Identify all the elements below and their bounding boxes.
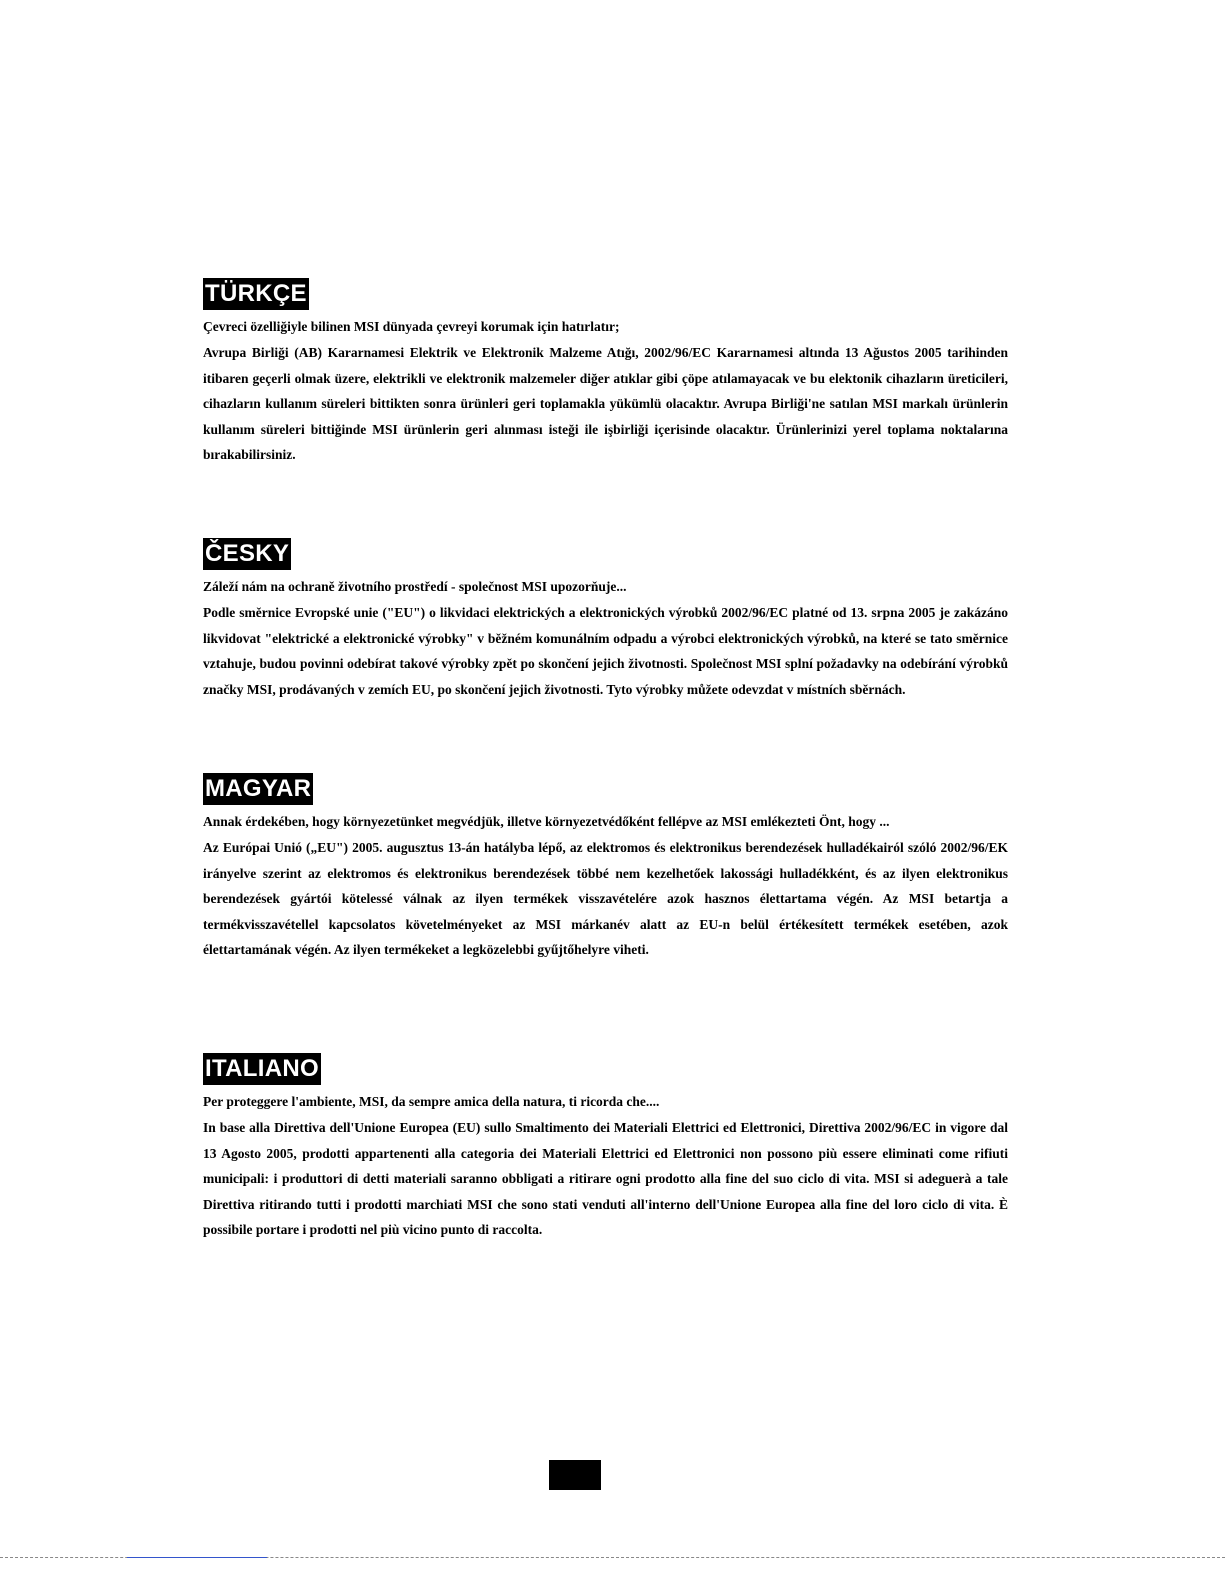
section-heading: ČESKY [203,538,291,570]
section-heading: ITALIANO [203,1053,321,1085]
page-number-marker [549,1460,601,1490]
section-intro: Annak érdekében, hogy környezetünket megvédjük, illetve környezetvédőként fellépve az MSI emlékezteti Önt, hogy ... [203,814,890,829]
section-cesky [203,538,1008,702]
section-heading: TÜRKÇE [203,278,309,310]
section-intro: Per proteggere l'ambiente, MSI, da sempre amica della natura, ti ricorda che.... [203,1094,660,1109]
section-body: Avrupa Birliği (AB) Kararnamesi Elektrik ve Elektronik Malzeme Atığı, 2002/96/EC Kararnamesi altında 13 Ağustos 2005 tarihinden itibaren geçerli olmak üzere, elektrikli ve elektronik malzemeler diğer atıklar gibi çöpe atılamayacak ve bu elektonik cihazların üreticileri, cihazların kullanım süreleri bittikten sonra ürünleri geri toplamakla yükümlü olacaktır. Avrupa Birliği'ne satılan MSI markalı ürünlerin kullanım süreleri bittiğinde MSI ürünlerin geri alınması isteği ile işbirliği içerisinde olacaktır. Ürünlerinizi yerel toplama noktalarına bırakabilirsiniz. [203,345,1008,462]
section-body: In base alla Direttiva dell'Unione Europea (EU) sullo Smaltimento dei Materiali Elettrici ed Elettronici, Direttiva 2002/96/EC in vigore dal 13 Agosto 2005, prodotti appartenenti alla categoria dei Materiali Elettrici ed Elettronici non possono più essere eliminati come rifiuti municipali: i produttori di detti materiali saranno obbligati a ritirare ogni prodotto alla fine del suo ciclo di vita. MSI si adeguerà a tale Direttiva ritirando tutti i prodotti marchiati MSI che sono stati venduti all'interno dell'Unione Europea alla fine del loro ciclo di vita. È possibile portare i prodotti nel più vicino punto di raccolta. [203,1120,1008,1237]
section-body: Az Európai Unió („EU") 2005. augusztus 13-án hatályba lépő, az elektromos és elektronikus berendezések hulladékairól szóló 2002/96/EK irányelve szerint az elektromos és elektronikus berendezések többé nem kezelhetőek lakossági hulladékként, és az ilyen elektronikus berendezések gyártói kötelessé válnak az ilyen termékek visszavételére azok hasznos élettartama végén. Az MSI betartja a termékvisszavétellel kapcsolatos követelményeket az MSI márkanév alatt az EU-n belül értékesített termékek esetében, azok élettartamának végén. Az ilyen termékeket a legközelebbi gyűjtőhelyre viheti. [203,840,1008,957]
section-magyar [203,773,1008,963]
section-intro: Çevreci özelliğiyle bilinen MSI dünyada çevreyi korumak için hatırlatır; [203,319,620,334]
page-edge-link-underline [127,1557,267,1558]
section-italiano [203,1053,1008,1243]
section-intro: Záleží nám na ochraně životního prostředí - společnost MSI upozorňuje... [203,579,627,594]
section-heading: MAGYAR [203,773,313,805]
section-turkce [203,278,1008,468]
section-body: Podle směrnice Evropské unie ("EU") o likvidaci elektrických a elektronických výrobků 2002/96/EC platné od 13. srpna 2005 je zakázáno likvidovat "elektrické a elektronické výrobky" v běžném komunálním odpadu a výrobci elektronických výrobků, na které se tato směrnice vztahuje, budou povinni odebírat takové výrobky zpět po skončení jejich životnosti. Společnost MSI splní požadavky na odebírání výrobků značky MSI, prodávaných v zemích EU, po skončení jejich životnosti. Tyto výrobky můžete odevzdat v místních sběrnách. [203,605,1008,697]
